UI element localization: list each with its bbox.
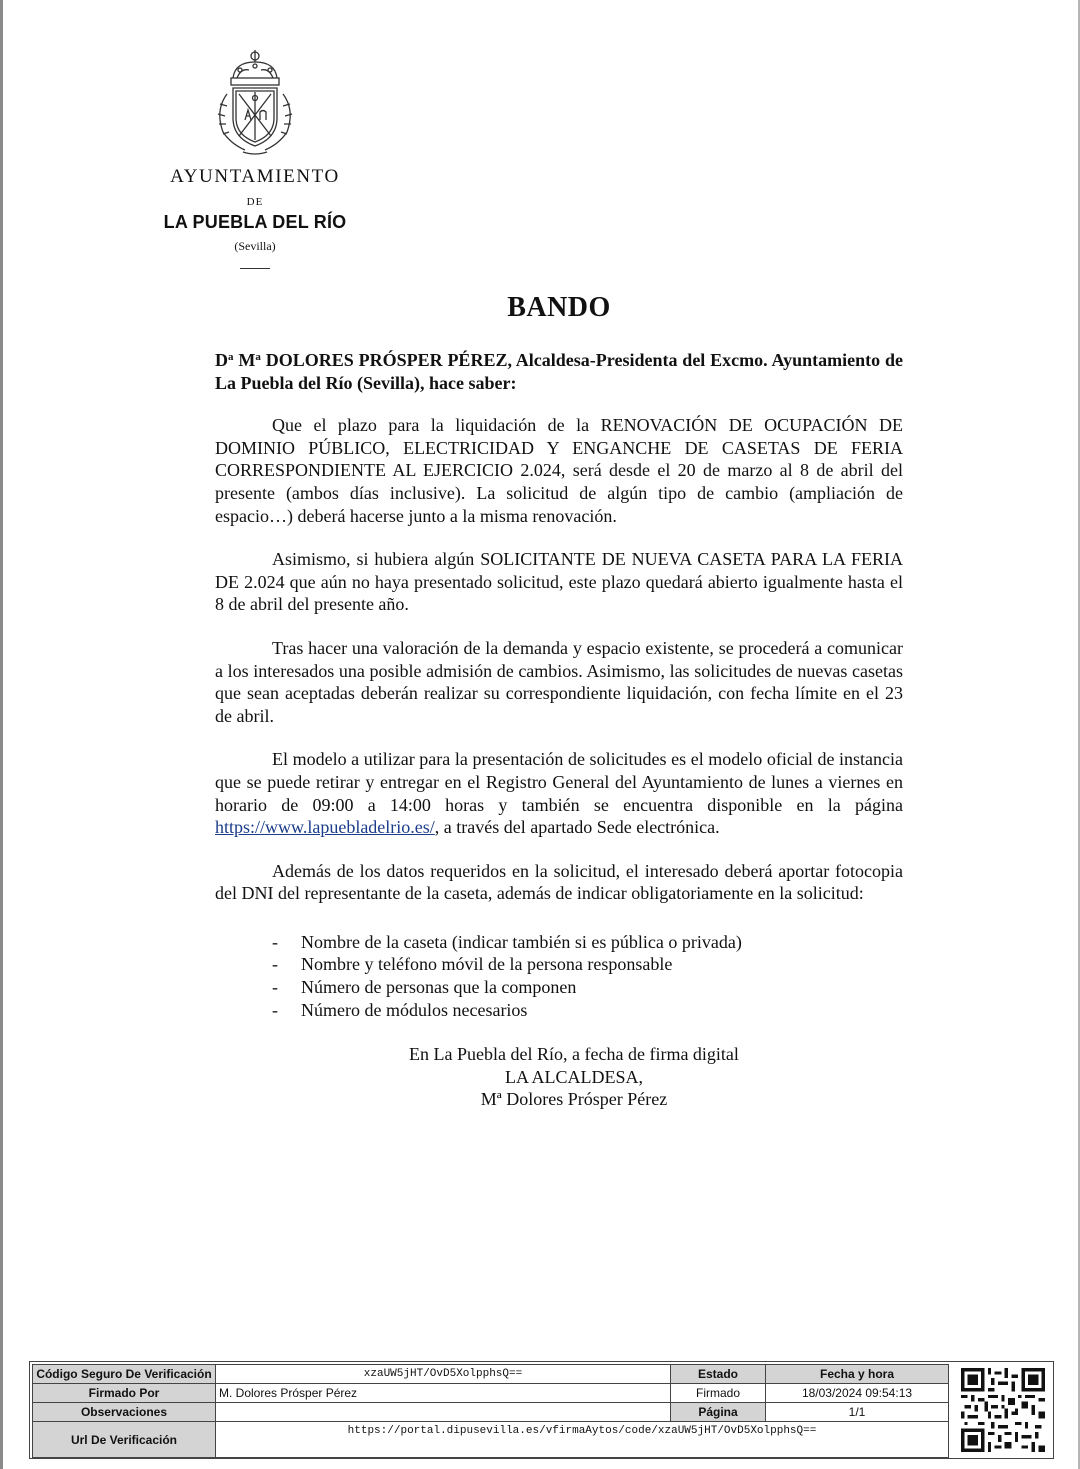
table-row [33, 1422, 949, 1458]
requirements-list [215, 931, 903, 1021]
letterhead-town: LA PUEBLA DEL RÍO [163, 212, 347, 232]
signature-name: Mª Dolores Prósper Pérez [480, 1089, 668, 1110]
paragraph-renovacion: Que el plazo para la liquidación de la RENOVACIÓN DE OCUPACIÓN DE DOMINIO PÚBLICO, ELECTRICIDAD Y ENGANCHE DE CASETAS DE FERIA CORRESPONDIENTE AL EJERCICIO 2.024, será desde el 20 de marzo al 8 de abril del presente (ambos días inclusive). La solicitud de algún tipo de cambio (ampliación de espacio…) deberá hacerse junto a la misma renovación. [215, 415, 903, 526]
pagina-value: 1/1 [766, 1403, 949, 1422]
paragraph-datos: Además de los datos requeridos en la solicitud, el interesado deberá aportar fotocopia del DNI del representante de la caseta, además de indicar obligatoriamente en la solicitud: [215, 860, 903, 904]
intro-paragraph [215, 346, 903, 394]
csv-value: xzaUW5jHT/OvD5XolpphsQ== [216, 1365, 671, 1384]
verification-table [32, 1364, 949, 1458]
signature-place-date: En La Puebla del Río, a fecha de firma digital [409, 1044, 739, 1065]
paragraph-modelo-tail: , a través del apartado Sede electrónica. [434, 817, 720, 838]
document-body [215, 346, 903, 1111]
paragraph-valoracion: Tras hacer una valoración de la demanda y espacio existente, se procederá a comunicar a los interesados una posible admisión de cambios. Asimismo, las solicitudes de nuevas casetas que sean aceptadas deberán realizar su correspondiente liquidación, con fecha límite en el 23 de abril. [215, 637, 903, 726]
intro-d: D [215, 350, 228, 370]
fecha-value: 18/03/2024 09:54:13 [766, 1384, 949, 1403]
csv-label: Código Seguro De Verificación [33, 1365, 216, 1384]
url-label: Url De Verificación [33, 1422, 216, 1458]
pagina-label: Página [671, 1403, 766, 1422]
estado-label: Estado [671, 1365, 766, 1384]
document-title: BANDO [507, 292, 611, 323]
fecha-label: Fecha y hora [766, 1365, 949, 1384]
website-link[interactable]: https://www.lapuebladelrio.es/ [215, 817, 435, 838]
list-dash: - [272, 954, 278, 975]
paragraph-modelo-text: El modelo a utilizar para la presentación de solicitudes es el modelo oficial de instancia que se puede retirar y entregar en el Registro General del Ayuntamiento de lunes a viernes en horario de 09:00 a 14:00 horas y también se encuentra disponible en la página [215, 749, 903, 815]
firmado-por-value: M. Dolores Prósper Pérez [216, 1384, 671, 1403]
list-item-text: Nombre de la caseta (indicar también si es pública o privada) [301, 931, 742, 952]
intro-d-sup: a [228, 351, 234, 363]
letterhead-de: DE [246, 196, 264, 208]
qr-code-icon[interactable] [961, 1368, 1045, 1452]
list-dash: - [272, 999, 278, 1020]
page-edge-left [0, 0, 3, 1469]
observaciones-value [216, 1403, 671, 1422]
list-item [215, 953, 903, 976]
letterhead [150, 48, 360, 269]
list-item [215, 931, 903, 954]
list-item-text: Nombre y teléfono móvil de la persona responsable [301, 954, 673, 975]
intro-text: DOLORES PRÓSPER PÉREZ, Alcaldesa-Presidenta del Excmo. Ayuntamiento de La Puebla del Río (Sevilla), hace saber: [215, 350, 904, 393]
letterhead-ayuntamiento: AYUNTAMIENTO [170, 166, 340, 187]
list-item [215, 976, 903, 999]
list-dash: - [272, 977, 278, 998]
estado-value: Firmado [671, 1384, 766, 1403]
letterhead-rule [240, 268, 270, 269]
paragraph-modelo [215, 748, 903, 838]
paragraph-nueva-caseta: Asimismo, si hubiera algún SOLICITANTE DE NUEVA CASETA PARA LA FERIA DE 2.024 que aún no haya presentado solicitud, este plazo quedará abierto igualmente hasta el 8 de abril del presente año. [215, 549, 903, 615]
coat-of-arms-icon [205, 48, 305, 160]
observaciones-label: Observaciones [33, 1403, 216, 1422]
verification-footer [29, 1361, 1054, 1459]
list-dash: - [272, 931, 278, 952]
signature-block [245, 1043, 903, 1111]
signature-role: LA ALCALDESA, [504, 1066, 643, 1087]
list-item-text: Número de personas que la componen [301, 977, 577, 998]
letterhead-province: (Sevilla) [234, 239, 276, 253]
verification-url[interactable]: https://portal.dipusevilla.es/vfirmaAytos/code/xzaUW5jHT/OvD5XolpphsQ== [216, 1422, 949, 1458]
list-item-text: Número de módulos necesarios [301, 999, 528, 1020]
table-row [33, 1403, 949, 1422]
list-item [215, 999, 903, 1022]
intro-m-sup: a [255, 351, 261, 363]
table-row [33, 1365, 949, 1384]
table-row [33, 1384, 949, 1403]
intro-m: M [238, 350, 256, 370]
firmado-por-label: Firmado Por [33, 1384, 216, 1403]
